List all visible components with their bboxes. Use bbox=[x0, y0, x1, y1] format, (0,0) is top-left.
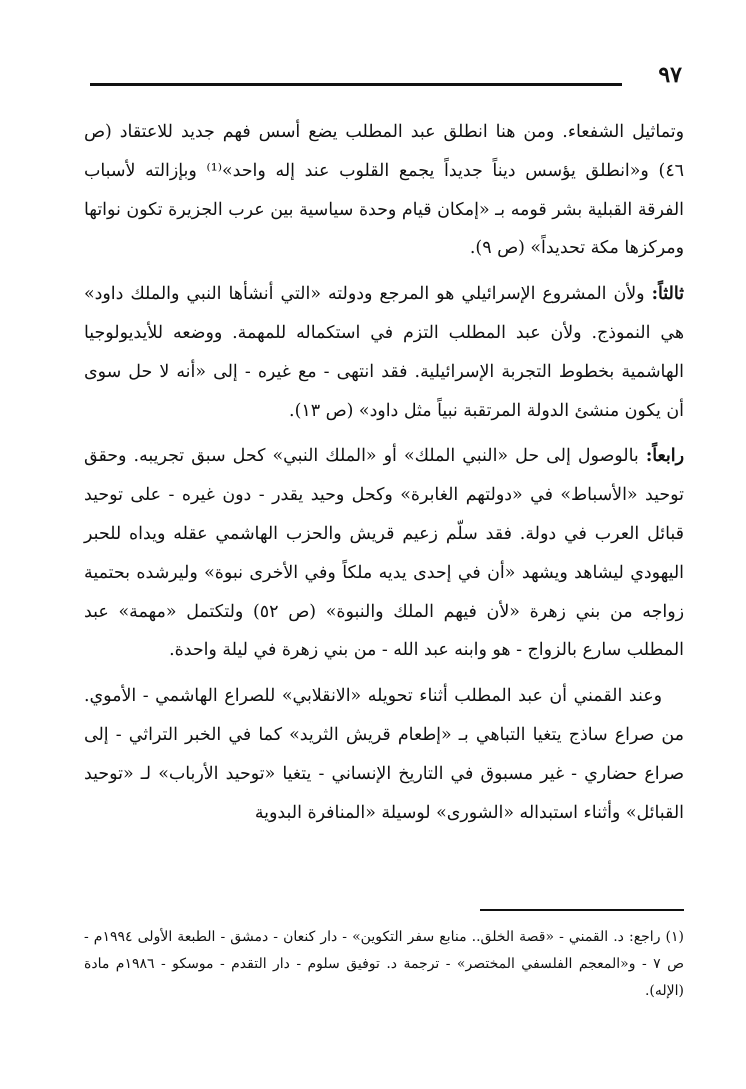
paragraph-lead: رابعاً: bbox=[645, 446, 684, 467]
paragraph-lead: ثالثاً: bbox=[651, 284, 684, 305]
footnote-separator bbox=[480, 909, 684, 911]
header-rule bbox=[90, 83, 622, 86]
footnote-text: (١) راجع: د. القمني - «قصة الخلق.. منابع سفر التكوين» - دار كنعان - دمشق - الطبعة الأولى ١٩٩٤م - ص ٧ - و«المعجم الفلسفي المختصر» - ترجمة د. توفيق سلوم - دار التقدم - موسكو - ١٩٨٦م مادة (الإله). bbox=[84, 929, 684, 999]
paragraph bbox=[84, 113, 684, 268]
paragraph-text: بالوصول إلى حل «النبي الملك» أو «الملك النبي» كحل سبق تجريبه. وحقق توحيد «الأسباط» في «دولتهم الغابرة» وكحل وحيد يقدر - دون غيره - على توحيد قبائل العرب في دولة. فقد سلّم زعيم قريش والحزب الهاشمي عقله ويداه للحبر اليهودي ليشاهد ويشهد «أن في إحدى يديه ملكاً وفي الأخرى نبوة» وليرشده بحتمية زواجه من بني زهرة «لأن فيهم الملك والنبوة» (ص ٥٢) ولتكتمل «مهمة» عبد المطلب سارع بالزواج - هو وابنه عبد الله - من بني زهرة في ليلة واحدة. bbox=[84, 446, 684, 661]
paragraph bbox=[84, 437, 684, 670]
paragraph bbox=[84, 275, 684, 430]
paragraph bbox=[84, 677, 684, 832]
paragraph-text: وعند القمني أن عبد المطلب أثناء تحويله «الانقلابي» للصراع الهاشمي - الأموي. من صراع ساذج يتغيا التباهي بـ «إطعام قريش الثريد» كما في الخبر التراثي - إلى صراع حضاري - غير مسبوق في التاريخ الإنساني - يتغيا «توحيد الأرباب» لـ «توحيد القبائل» وأثناء استبداله «الشورى» لوسيلة «المنافرة البدوية bbox=[84, 686, 684, 823]
body-text bbox=[84, 113, 684, 839]
paragraph-text: ولأن المشروع الإسرائيلي هو المرجع ودولته «التي أنشأها النبي والملك داود» هي النموذج. ولأن عبد المطلب التزم في استكماله للمهمة. ووضعه للأيديولوجيا الهاشمية بخطوط التجربة الإسرائيلية. فقد انتهى - مع غيره - إلى «أنه لا حل سوى أن يكون منشئ الدولة المرتقبة نبياً مثل داود» (ص ١٣). bbox=[84, 284, 684, 421]
paragraph-text: وتماثيل الشفعاء. ومن هنا انطلق عبد المطلب يضع أسس فهم جديد للاعتقاد (ص ٤٦) و«انطلق يؤسس ديناً جديداً يجمع القلوب عند إله واحد»⁽¹⁾ وبإزالته لأسباب الفرقة القبلية بشر قومه بـ «إمكان قيام وحدة سياسية بين عرب الجزيرة تكون نواتها ومركزها مكة تحديداً» (ص ٩). bbox=[84, 122, 684, 259]
page-header bbox=[90, 60, 682, 96]
page-number: ٩٧ bbox=[658, 62, 682, 88]
footnote bbox=[84, 924, 684, 1005]
